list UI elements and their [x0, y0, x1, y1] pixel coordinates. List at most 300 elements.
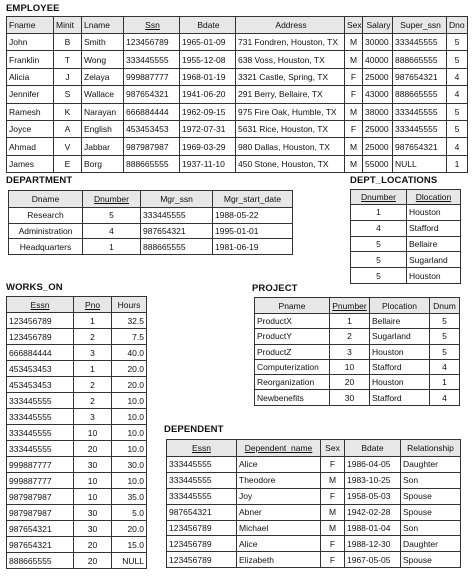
table-row: [167, 536, 461, 552]
cell-pno: 30: [74, 521, 112, 537]
cell-pname: Computerization: [255, 359, 330, 374]
table-row: [7, 521, 147, 537]
works-on-title: WORKS_ON: [6, 282, 63, 293]
header-row: [351, 190, 461, 205]
cell-pno: 10: [74, 489, 112, 505]
column-header-sex: Sex: [345, 17, 363, 34]
table-row: [9, 223, 293, 239]
cell-dependent-name: Alice: [237, 536, 321, 552]
column-header-dlocation: Dlocation: [407, 190, 461, 205]
cell-pno: 30: [74, 457, 112, 473]
cell-hours: 20.0: [112, 521, 147, 537]
table-row: [7, 393, 147, 409]
cell-dnumber: 5: [351, 252, 407, 268]
cell-dependent-name: Michael: [237, 520, 321, 536]
cell-pname: Reorganization: [255, 375, 330, 390]
cell-dname: Research: [9, 208, 83, 224]
cell-essn: 987987987: [7, 505, 74, 521]
table-row: [9, 239, 293, 255]
cell-sex: F: [345, 120, 363, 137]
column-header-dnumber: Dnumber: [83, 191, 141, 208]
cell-essn: 987654321: [7, 537, 74, 553]
table-row: [7, 120, 468, 137]
cell-essn: 999887777: [7, 473, 74, 489]
cell-essn: 333445555: [167, 488, 237, 504]
cell-dlocation: Bellaire: [407, 236, 461, 252]
cell-plocation: Stafford: [370, 390, 430, 405]
cell-plocation: Houston: [370, 375, 430, 390]
cell-pnumber: 10: [330, 359, 370, 374]
table-row: [7, 473, 147, 489]
column-header-essn: Essn: [7, 297, 74, 313]
cell-ssn: 333445555: [124, 51, 180, 68]
table-row: [7, 377, 147, 393]
cell-ssn: 666884444: [124, 103, 180, 120]
cell-hours: 10.0: [112, 425, 147, 441]
cell-essn: 333445555: [7, 393, 74, 409]
cell-address: 3321 Castle, Spring, TX: [236, 68, 345, 85]
cell-mgr-ssn: 888665555: [141, 239, 213, 255]
department-table: [8, 190, 293, 255]
table-row: [7, 345, 147, 361]
column-header-mgr-ssn: Mgr_ssn: [141, 191, 213, 208]
cell-dependent-name: Alice: [237, 457, 321, 473]
column-header-bdate: Bdate: [180, 17, 236, 34]
cell-salary: 25000: [363, 138, 393, 155]
cell-address: 450 Stone, Houston, TX: [236, 155, 345, 172]
cell-bdate: 1967-05-05: [345, 552, 401, 568]
department-title: DEPARTMENT: [6, 175, 73, 186]
table-row: [255, 390, 460, 405]
cell-sex: M: [345, 51, 363, 68]
cell-pname: Newbenefits: [255, 390, 330, 405]
cell-lname: Wallace: [82, 86, 124, 103]
cell-pno: 3: [74, 409, 112, 425]
cell-lname: Wong: [82, 51, 124, 68]
cell-bdate: 1968-01-19: [180, 68, 236, 85]
cell-hours: 20.0: [112, 361, 147, 377]
cell-essn: 453453453: [7, 377, 74, 393]
cell-mgr-start-date: 1988-05-22: [213, 208, 293, 224]
cell-minit: S: [54, 86, 82, 103]
column-header-pno: Pno: [74, 297, 112, 313]
project-title: PROJECT: [252, 283, 298, 294]
cell-sex: F: [321, 488, 345, 504]
table-row: [7, 441, 147, 457]
cell-minit: E: [54, 155, 82, 172]
table-row: [167, 552, 461, 568]
cell-hours: 7.5: [112, 329, 147, 345]
cell-pnumber: 30: [330, 390, 370, 405]
cell-pno: 20: [74, 537, 112, 553]
cell-salary: 25000: [363, 68, 393, 85]
cell-sex: F: [321, 552, 345, 568]
cell-dnumber: 1: [351, 205, 407, 221]
cell-sex: M: [345, 34, 363, 51]
column-header-pnumber: Pnumber: [330, 298, 370, 314]
cell-essn: 333445555: [7, 409, 74, 425]
cell-pno: 3: [74, 345, 112, 361]
table-row: [255, 329, 460, 344]
cell-dno: 5: [447, 103, 468, 120]
column-header-plocation: Plocation: [370, 298, 430, 314]
cell-salary: 25000: [363, 120, 393, 137]
cell-dno: 4: [447, 138, 468, 155]
cell-dno: 4: [447, 86, 468, 103]
column-header-address: Address: [236, 17, 345, 34]
cell-super-ssn: 333445555: [393, 34, 447, 51]
cell-hours: 30.0: [112, 457, 147, 473]
column-header-relationship: Relationship: [401, 440, 461, 457]
cell-fname: Ramesh: [7, 103, 54, 120]
cell-ssn: 123456789: [124, 34, 180, 51]
cell-ssn: 987987987: [124, 138, 180, 155]
table-row: [167, 504, 461, 520]
cell-fname: James: [7, 155, 54, 172]
cell-essn: 123456789: [7, 329, 74, 345]
dept-locations-table: [350, 189, 461, 284]
cell-fname: Jennifer: [7, 86, 54, 103]
cell-lname: Borg: [82, 155, 124, 172]
cell-pname: ProductZ: [255, 344, 330, 359]
cell-ssn: 987654321: [124, 86, 180, 103]
cell-essn: 987654321: [167, 504, 237, 520]
cell-essn: 453453453: [7, 361, 74, 377]
cell-essn: 333445555: [7, 425, 74, 441]
cell-salary: 55000: [363, 155, 393, 172]
cell-dname: Administration: [9, 223, 83, 239]
cell-relationship: Spouse: [401, 504, 461, 520]
cell-hours: 40.0: [112, 345, 147, 361]
cell-minit: J: [54, 68, 82, 85]
cell-pno: 1: [74, 313, 112, 329]
cell-address: 638 Voss, Houston, TX: [236, 51, 345, 68]
cell-relationship: Spouse: [401, 488, 461, 504]
cell-lname: Zelaya: [82, 68, 124, 85]
cell-essn: 333445555: [7, 441, 74, 457]
column-header-dependent-name: Dependent_name: [237, 440, 321, 457]
column-header-minit: Minit: [54, 17, 82, 34]
cell-hours: 35.0: [112, 489, 147, 505]
column-header-ssn: Ssn: [124, 17, 180, 34]
table-row: [351, 252, 461, 268]
column-header-mgr-start-date: Mgr_start_date: [213, 191, 293, 208]
table-row: [7, 103, 468, 120]
cell-lname: English: [82, 120, 124, 137]
cell-pname: ProductY: [255, 329, 330, 344]
employee-table: [6, 16, 468, 173]
table-row: [7, 34, 468, 51]
cell-dependent-name: Elizabeth: [237, 552, 321, 568]
cell-ssn: 453453453: [124, 120, 180, 137]
cell-lname: Smith: [82, 34, 124, 51]
cell-dnumber: 5: [351, 236, 407, 252]
cell-relationship: Spouse: [401, 552, 461, 568]
cell-dlocation: Houston: [407, 268, 461, 284]
table-row: [7, 489, 147, 505]
cell-pno: 30: [74, 505, 112, 521]
cell-minit: B: [54, 34, 82, 51]
cell-hours: 10.0: [112, 473, 147, 489]
header-row: [7, 17, 468, 34]
cell-super-ssn: 987654321: [393, 138, 447, 155]
table-row: [7, 68, 468, 85]
header-row: [7, 297, 147, 313]
cell-pno: 20: [74, 441, 112, 457]
cell-dlocation: Sugarland: [407, 252, 461, 268]
table-row: [7, 138, 468, 155]
header-row: [255, 298, 460, 314]
cell-plocation: Bellaire: [370, 314, 430, 329]
cell-plocation: Sugarland: [370, 329, 430, 344]
column-header-salary: Salary: [363, 17, 393, 34]
cell-sex: M: [345, 155, 363, 172]
cell-bdate: 1988-12-30: [345, 536, 401, 552]
cell-relationship: Daughter: [401, 457, 461, 473]
cell-sex: F: [321, 457, 345, 473]
cell-ssn: 999887777: [124, 68, 180, 85]
table-row: [255, 375, 460, 390]
cell-fname: Franklin: [7, 51, 54, 68]
column-header-bdate: Bdate: [345, 440, 401, 457]
cell-sex: M: [345, 138, 363, 155]
cell-salary: 43000: [363, 86, 393, 103]
table-row: [7, 361, 147, 377]
cell-fname: Alicia: [7, 68, 54, 85]
cell-pno: 1: [74, 361, 112, 377]
cell-dno: 4: [447, 68, 468, 85]
cell-essn: 987987987: [7, 489, 74, 505]
dependent-title: DEPENDENT: [164, 424, 224, 435]
cell-address: 291 Berry, Bellaire, TX: [236, 86, 345, 103]
cell-sex: M: [321, 472, 345, 488]
cell-relationship: Son: [401, 472, 461, 488]
column-header-pname: Pname: [255, 298, 330, 314]
table-row: [7, 409, 147, 425]
cell-essn: 123456789: [7, 313, 74, 329]
cell-hours: 5.0: [112, 505, 147, 521]
cell-bdate: 1955-12-08: [180, 51, 236, 68]
column-header-super-ssn: Super_ssn: [393, 17, 447, 34]
cell-dlocation: Stafford: [407, 220, 461, 236]
cell-lname: Narayan: [82, 103, 124, 120]
column-header-dname: Dname: [9, 191, 83, 208]
cell-salary: 30000: [363, 34, 393, 51]
table-row: [351, 268, 461, 284]
cell-lname: Jabbar: [82, 138, 124, 155]
cell-bdate: 1986-04-05: [345, 457, 401, 473]
column-header-dno: Dno: [447, 17, 468, 34]
cell-dno: 5: [447, 34, 468, 51]
cell-bdate: 1962-09-15: [180, 103, 236, 120]
works-on-table: [6, 296, 147, 569]
table-row: [9, 208, 293, 224]
cell-dno: 1: [447, 155, 468, 172]
column-header-dnum: Dnum: [430, 298, 460, 314]
table-row: [167, 457, 461, 473]
cell-ssn: 888665555: [124, 155, 180, 172]
cell-dno: 5: [447, 120, 468, 137]
table-row: [7, 86, 468, 103]
table-row: [351, 205, 461, 221]
cell-sex: F: [345, 86, 363, 103]
cell-plocation: Stafford: [370, 359, 430, 374]
table-row: [255, 314, 460, 329]
cell-fname: Joyce: [7, 120, 54, 137]
cell-minit: V: [54, 138, 82, 155]
cell-essn: 666884444: [7, 345, 74, 361]
column-header-essn: Essn: [167, 440, 237, 457]
cell-salary: 40000: [363, 51, 393, 68]
cell-hours: 10.0: [112, 393, 147, 409]
cell-bdate: 1969-03-29: [180, 138, 236, 155]
table-row: [7, 313, 147, 329]
cell-address: 5631 Rice, Houston, TX: [236, 120, 345, 137]
table-row: [7, 329, 147, 345]
cell-hours: NULL: [112, 553, 147, 569]
cell-hours: 15.0: [112, 537, 147, 553]
cell-mgr-ssn: 987654321: [141, 223, 213, 239]
cell-essn: 999887777: [7, 457, 74, 473]
cell-pnumber: 3: [330, 344, 370, 359]
cell-essn: 333445555: [167, 457, 237, 473]
cell-essn: 123456789: [167, 520, 237, 536]
cell-fname: John: [7, 34, 54, 51]
cell-dependent-name: Joy: [237, 488, 321, 504]
cell-minit: T: [54, 51, 82, 68]
column-header-lname: Lname: [82, 17, 124, 34]
cell-address: 975 Fire Oak, Humble, TX: [236, 103, 345, 120]
cell-dependent-name: Abner: [237, 504, 321, 520]
table-row: [7, 155, 468, 172]
cell-hours: 10.0: [112, 441, 147, 457]
cell-dnumber: 1: [83, 239, 141, 255]
table-row: [255, 359, 460, 374]
employee-title: EMPLOYEE: [6, 3, 60, 14]
cell-dnumber: 5: [351, 268, 407, 284]
cell-pno: 10: [74, 425, 112, 441]
cell-dno: 5: [447, 51, 468, 68]
cell-dnum: 5: [430, 329, 460, 344]
table-row: [167, 488, 461, 504]
cell-hours: 10.0: [112, 409, 147, 425]
table-row: [7, 537, 147, 553]
cell-pno: 20: [74, 553, 112, 569]
cell-minit: K: [54, 103, 82, 120]
cell-address: 980 Dallas, Houston, TX: [236, 138, 345, 155]
cell-dependent-name: Theodore: [237, 472, 321, 488]
table-row: [167, 520, 461, 536]
cell-mgr-start-date: 1995-01-01: [213, 223, 293, 239]
cell-pnumber: 2: [330, 329, 370, 344]
cell-essn: 123456789: [167, 536, 237, 552]
cell-dnumber: 4: [351, 220, 407, 236]
cell-dnum: 1: [430, 375, 460, 390]
table-row: [167, 472, 461, 488]
cell-minit: A: [54, 120, 82, 137]
cell-sex: F: [321, 536, 345, 552]
cell-hours: 32.5: [112, 313, 147, 329]
cell-bdate: 1972-07-31: [180, 120, 236, 137]
cell-sex: M: [321, 520, 345, 536]
cell-address: 731 Fondren, Houston, TX: [236, 34, 345, 51]
cell-mgr-start-date: 1981-06-19: [213, 239, 293, 255]
cell-bdate: 1965-01-09: [180, 34, 236, 51]
table-row: [351, 220, 461, 236]
cell-pno: 10: [74, 473, 112, 489]
table-row: [7, 457, 147, 473]
cell-sex: F: [345, 68, 363, 85]
cell-salary: 38000: [363, 103, 393, 120]
dependent-table: [166, 439, 461, 568]
cell-pno: 2: [74, 329, 112, 345]
column-header-fname: Fname: [7, 17, 54, 34]
cell-super-ssn: 888665555: [393, 86, 447, 103]
cell-relationship: Son: [401, 520, 461, 536]
cell-dnumber: 5: [83, 208, 141, 224]
cell-bdate: 1941-06-20: [180, 86, 236, 103]
cell-super-ssn: 333445555: [393, 120, 447, 137]
cell-fname: Ahmad: [7, 138, 54, 155]
cell-super-ssn: 333445555: [393, 103, 447, 120]
cell-super-ssn: NULL: [393, 155, 447, 172]
cell-bdate: 1983-10-25: [345, 472, 401, 488]
cell-essn: 333445555: [167, 472, 237, 488]
cell-sex: M: [321, 504, 345, 520]
cell-mgr-ssn: 333445555: [141, 208, 213, 224]
table-row: [7, 425, 147, 441]
header-row: [167, 440, 461, 457]
cell-dnum: 5: [430, 344, 460, 359]
cell-dnum: 5: [430, 314, 460, 329]
cell-dlocation: Houston: [407, 205, 461, 221]
cell-plocation: Houston: [370, 344, 430, 359]
cell-sex: M: [345, 103, 363, 120]
cell-essn: 888665555: [7, 553, 74, 569]
cell-pno: 2: [74, 377, 112, 393]
cell-super-ssn: 987654321: [393, 68, 447, 85]
cell-essn: 123456789: [167, 552, 237, 568]
table-row: [351, 236, 461, 252]
cell-bdate: 1988-01-04: [345, 520, 401, 536]
cell-pno: 2: [74, 393, 112, 409]
cell-relationship: Daughter: [401, 536, 461, 552]
cell-dnumber: 4: [83, 223, 141, 239]
cell-dname: Headquarters: [9, 239, 83, 255]
project-table: [254, 297, 460, 406]
column-header-hours: Hours: [112, 297, 147, 313]
table-row: [7, 505, 147, 521]
cell-pnumber: 20: [330, 375, 370, 390]
cell-bdate: 1942-02-28: [345, 504, 401, 520]
header-row: [9, 191, 293, 208]
column-header-sex: Sex: [321, 440, 345, 457]
table-row: [255, 344, 460, 359]
cell-essn: 987654321: [7, 521, 74, 537]
cell-super-ssn: 888665555: [393, 51, 447, 68]
table-row: [7, 51, 468, 68]
table-row: [7, 553, 147, 569]
cell-dnum: 4: [430, 359, 460, 374]
cell-pnumber: 1: [330, 314, 370, 329]
cell-bdate: 1958-05-03: [345, 488, 401, 504]
dept-locations-title: DEPT_LOCATIONS: [350, 175, 438, 186]
column-header-dnumber: Dnumber: [351, 190, 407, 205]
cell-bdate: 1937-11-10: [180, 155, 236, 172]
cell-dnum: 4: [430, 390, 460, 405]
cell-pname: ProductX: [255, 314, 330, 329]
cell-hours: 20.0: [112, 377, 147, 393]
